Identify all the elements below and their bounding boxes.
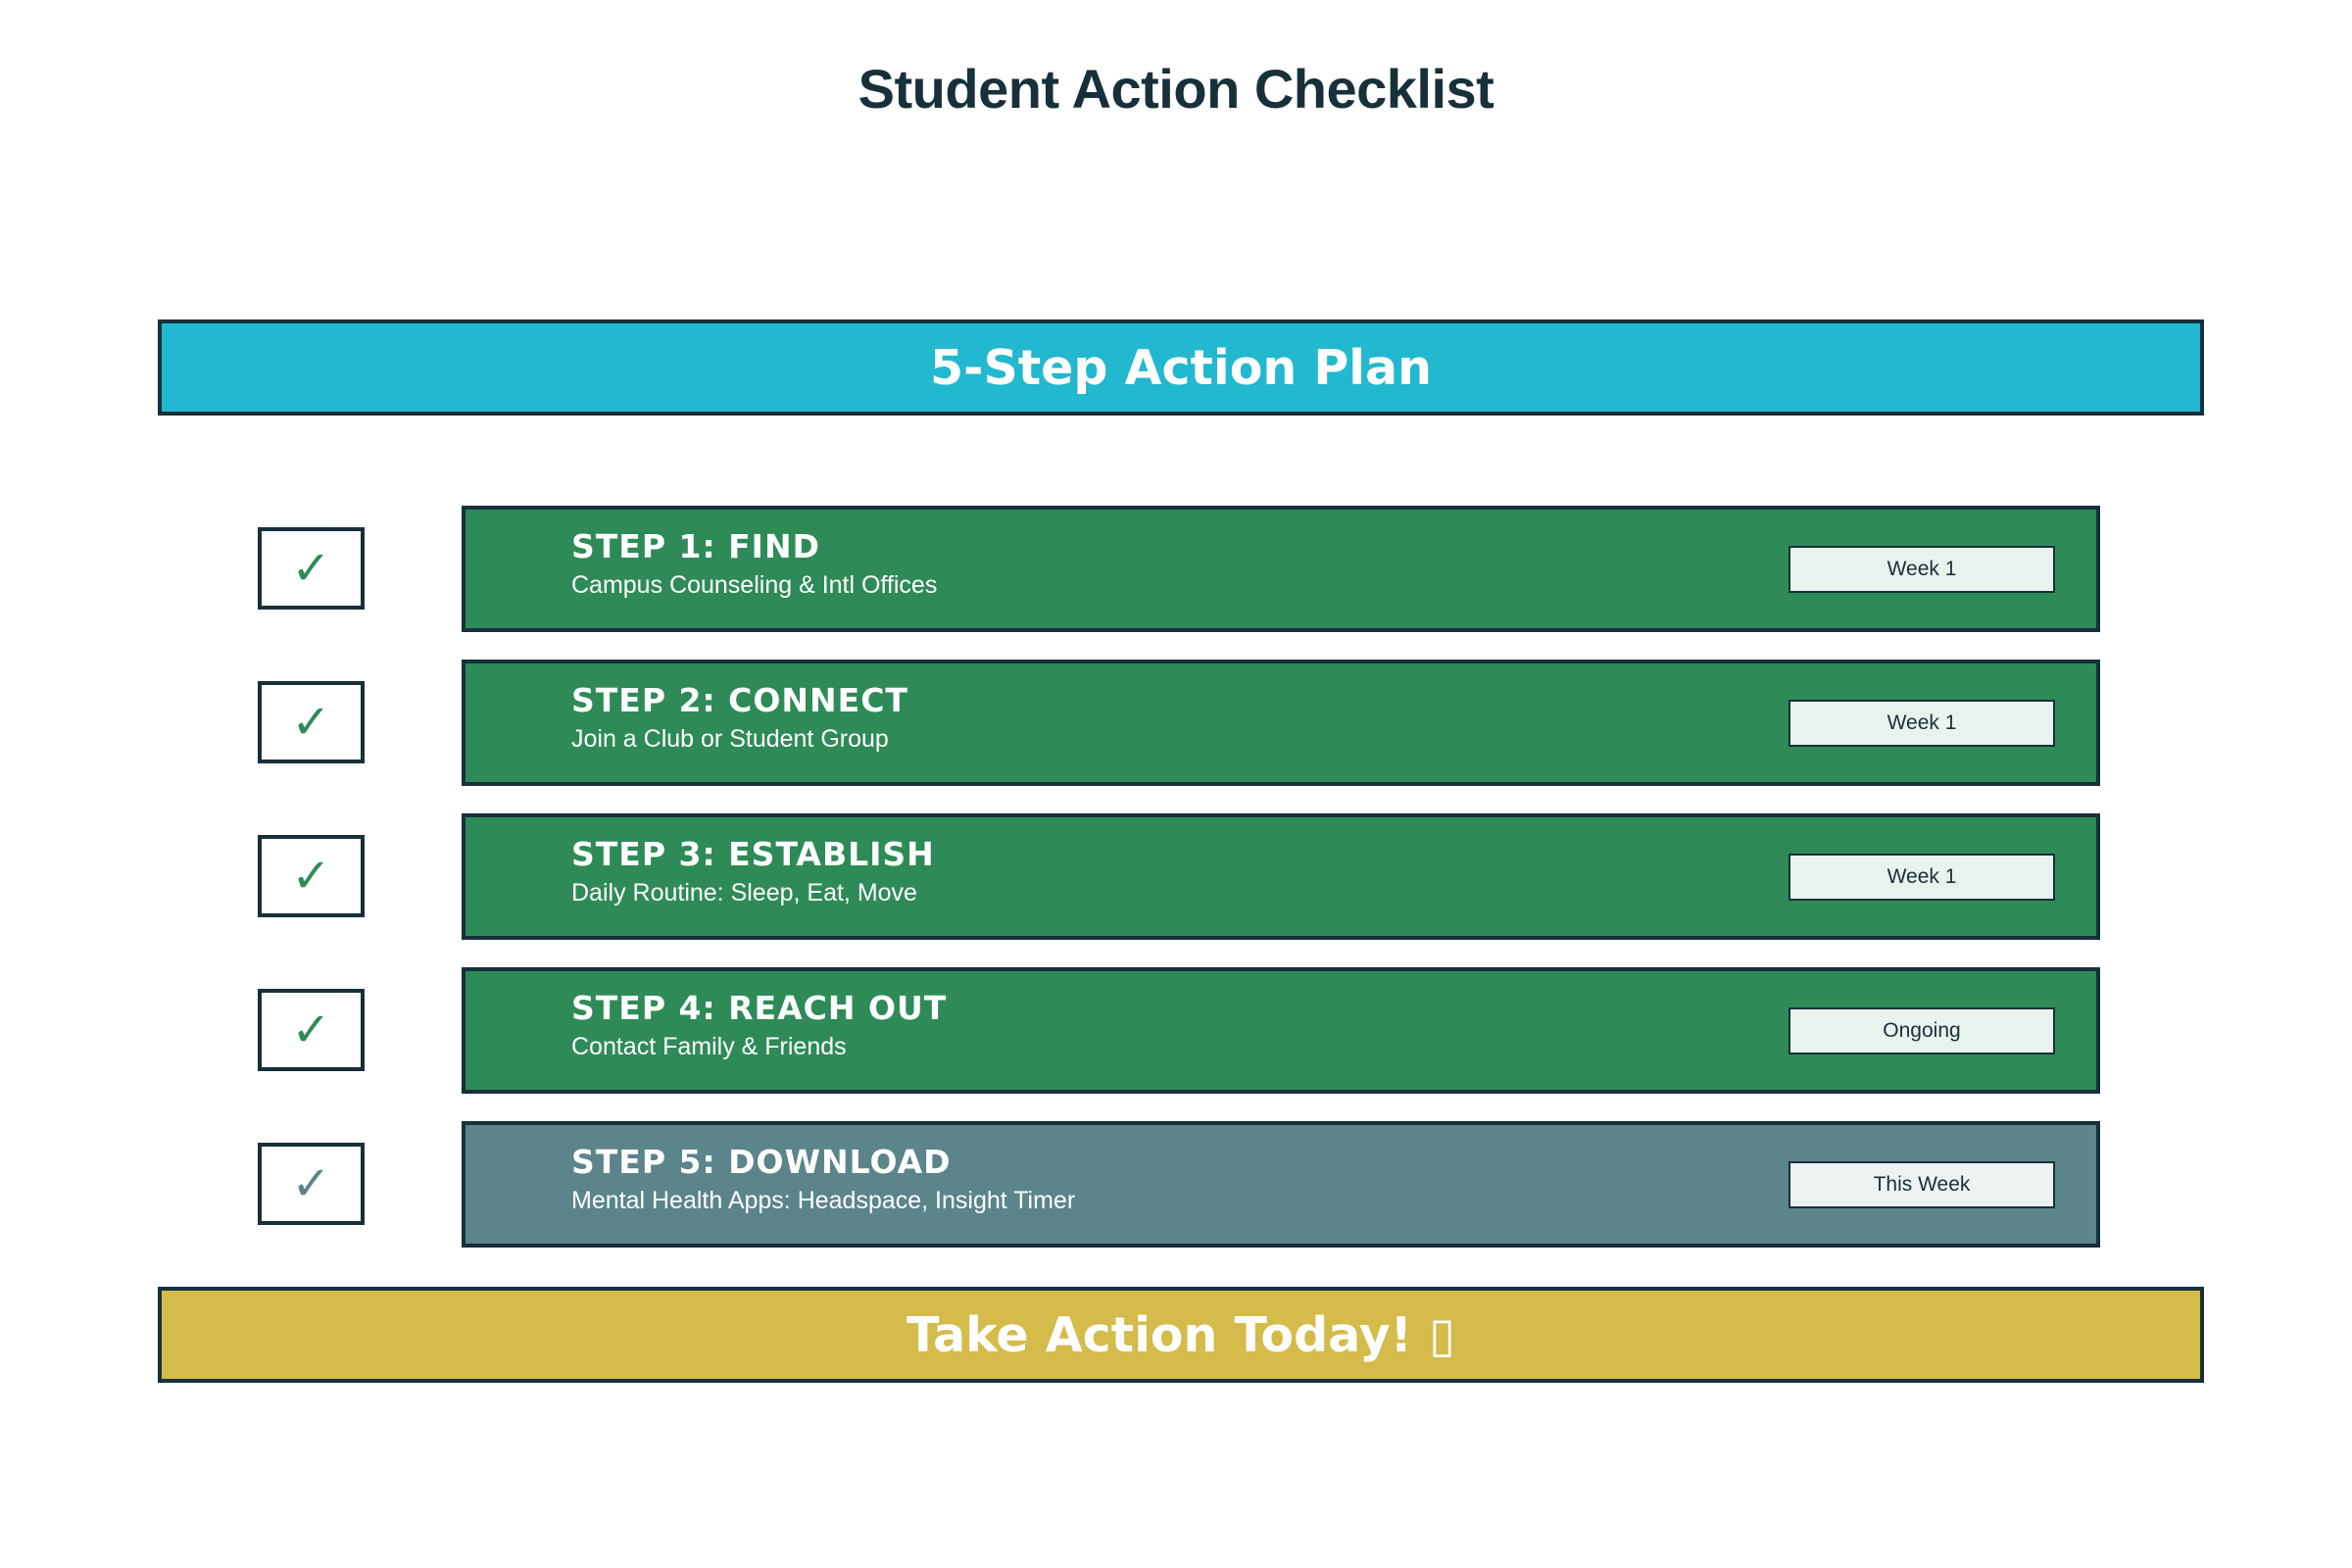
step-title: STEP 4: REACH OUT (571, 989, 948, 1027)
check-icon: ✓ (291, 541, 331, 596)
step-description: Daily Routine: Sleep, Eat, Move (571, 879, 917, 906)
check-icon: ✓ (291, 1156, 331, 1211)
step-description: Contact Family & Friends (571, 1033, 847, 1060)
step-card (462, 660, 2100, 786)
step-timeframe-badge: Week 1 (1788, 854, 2055, 901)
step-card (462, 1121, 2100, 1248)
step-title: STEP 3: ESTABLISH (571, 835, 935, 873)
step-title: STEP 2: CONNECT (571, 681, 908, 719)
step-title: STEP 5: DOWNLOAD (571, 1143, 952, 1181)
check-icon: ✓ (291, 695, 331, 750)
action-plan-banner: 5-Step Action Plan (158, 319, 2204, 416)
check-icon: ✓ (291, 1003, 331, 1057)
page-title: Student Action Checklist (858, 58, 1494, 120)
step-checkbox[interactable] (258, 527, 365, 610)
step-checkbox[interactable] (258, 835, 365, 917)
step-timeframe-badge: Week 1 (1788, 546, 2055, 593)
step-timeframe-badge: Week 1 (1788, 700, 2055, 747)
step-title: STEP 1: FIND (571, 527, 820, 565)
step-description: Join a Club or Student Group (571, 725, 889, 753)
step-description: Campus Counseling & Intl Offices (571, 571, 938, 599)
step-card (462, 967, 2100, 1094)
step-timeframe-badge: Ongoing (1788, 1007, 2055, 1054)
step-checkbox[interactable] (258, 1143, 365, 1225)
step-card (462, 506, 2100, 632)
step-timeframe-badge: This Week (1788, 1161, 2055, 1208)
take-action-banner: Take Action Today! ▯ (158, 1287, 2204, 1383)
step-card (462, 813, 2100, 940)
check-icon: ✓ (291, 849, 331, 904)
step-description: Mental Health Apps: Headspace, Insight Timer (571, 1187, 1076, 1214)
step-checkbox[interactable] (258, 989, 365, 1071)
step-checkbox[interactable] (258, 681, 365, 763)
